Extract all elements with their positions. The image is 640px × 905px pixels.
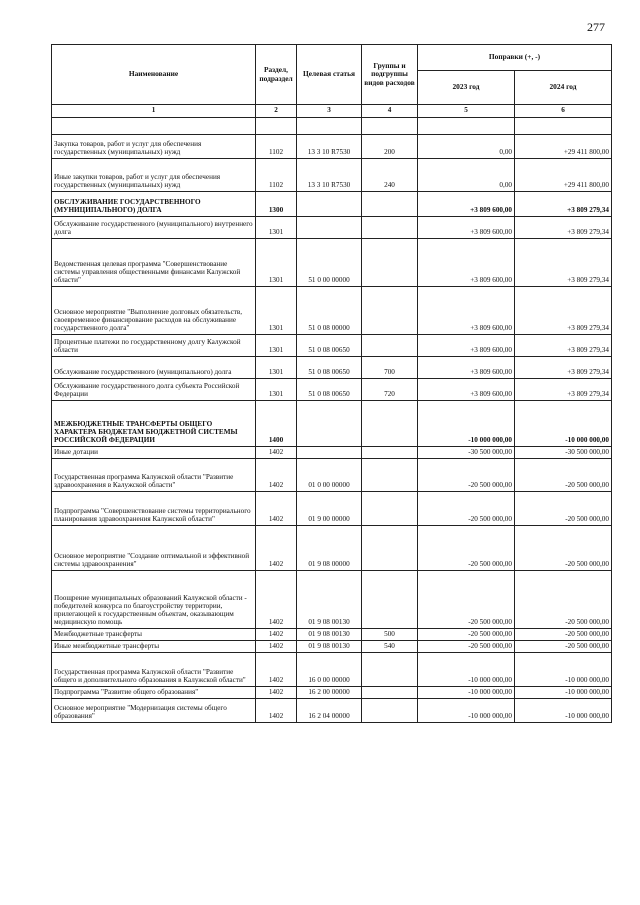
row-section: 1300 <box>256 192 297 217</box>
table-header <box>52 45 612 135</box>
row-section: 1402 <box>256 699 297 723</box>
row-target: 51 0 08 00650 <box>297 335 362 357</box>
row-target <box>297 401 362 447</box>
row-section: 1402 <box>256 492 297 526</box>
row-amount-2024: -10 000 000,00 <box>515 699 612 723</box>
table-row <box>52 192 612 217</box>
row-target: 51 0 08 00650 <box>297 357 362 379</box>
row-amount-2024: -10 000 000,00 <box>515 653 612 687</box>
row-amount-2024: -20 500 000,00 <box>515 571 612 629</box>
row-group: 240 <box>362 159 418 192</box>
row-amount-2024: +29 411 800,00 <box>515 135 612 159</box>
row-section: 1301 <box>256 217 297 239</box>
row-target: 13 3 10 R7530 <box>297 135 362 159</box>
header-group: Группы и подгруппы видов расходов <box>362 45 418 105</box>
row-name: Подпрограмма "Совершенствование системы территориального планирования здравоохранения Калужской области" <box>52 492 256 526</box>
header-2024: 2024 год <box>515 71 612 105</box>
row-amount-2024: -20 500 000,00 <box>515 459 612 492</box>
row-section: 1402 <box>256 687 297 699</box>
row-amount-2024: +3 809 279,34 <box>515 217 612 239</box>
row-target <box>297 192 362 217</box>
row-name: Обслуживание государственного (муниципального) внутреннего долга <box>52 217 256 239</box>
row-name: Иные закупки товаров, работ и услуг для обеспечения государственных (муниципальных) нужд <box>52 159 256 192</box>
row-name: Основное мероприятие "Создание оптимальной и эффективной системы здравоохранения" <box>52 526 256 571</box>
row-section: 1402 <box>256 526 297 571</box>
table-row <box>52 159 612 192</box>
index-cell: 1 <box>52 105 256 118</box>
index-cell: 6 <box>515 105 612 118</box>
table-row <box>52 571 612 629</box>
row-amount-2024: +3 809 279,34 <box>515 379 612 401</box>
row-group <box>362 492 418 526</box>
row-name: Обслуживание государственного долга субъекта Российской Федерации <box>52 379 256 401</box>
row-target: 01 9 08 00130 <box>297 629 362 641</box>
row-amount-2023: -20 500 000,00 <box>418 526 515 571</box>
row-amount-2023: 0,00 <box>418 135 515 159</box>
row-name: Процентные платежи по государственному долгу Калужской области <box>52 335 256 357</box>
row-target: 01 9 08 00130 <box>297 641 362 653</box>
header-changes: Поправки (+, -) <box>418 45 612 71</box>
row-amount-2023: 0,00 <box>418 159 515 192</box>
row-group <box>362 401 418 447</box>
row-amount-2024: +3 809 279,34 <box>515 192 612 217</box>
row-group <box>362 459 418 492</box>
row-group <box>362 526 418 571</box>
row-target: 01 0 00 00000 <box>297 459 362 492</box>
row-section: 1301 <box>256 335 297 357</box>
row-amount-2023: -20 500 000,00 <box>418 571 515 629</box>
row-group <box>362 653 418 687</box>
table-row <box>52 526 612 571</box>
row-target: 01 9 08 00000 <box>297 526 362 571</box>
row-name: Государственная программа Калужской области "Развитие общего и дополнительного образования в Калужской области" <box>52 653 256 687</box>
row-amount-2024: -10 000 000,00 <box>515 687 612 699</box>
row-section: 1402 <box>256 653 297 687</box>
row-group <box>362 192 418 217</box>
row-section: 1301 <box>256 357 297 379</box>
header-target: Целевая статья <box>297 45 362 105</box>
table-row <box>52 653 612 687</box>
row-amount-2023: +3 809 600,00 <box>418 192 515 217</box>
header-2023: 2023 год <box>418 71 515 105</box>
row-amount-2024: +3 809 279,34 <box>515 287 612 335</box>
row-name: Государственная программа Калужской области "Развитие здравоохранения в Калужской области" <box>52 459 256 492</box>
row-target: 51 0 00 00000 <box>297 239 362 287</box>
row-target: 51 0 08 00000 <box>297 287 362 335</box>
table-row <box>52 447 612 459</box>
row-target: 16 2 00 00000 <box>297 687 362 699</box>
row-amount-2024: -20 500 000,00 <box>515 629 612 641</box>
table-row <box>52 217 612 239</box>
table-row <box>52 492 612 526</box>
row-amount-2023: +3 809 600,00 <box>418 335 515 357</box>
row-name: Иные дотации <box>52 447 256 459</box>
row-group <box>362 287 418 335</box>
row-section: 1400 <box>256 401 297 447</box>
row-target: 13 3 10 R7530 <box>297 159 362 192</box>
row-amount-2023: +3 809 600,00 <box>418 217 515 239</box>
table-row <box>52 357 612 379</box>
row-amount-2024: -30 500 000,00 <box>515 447 612 459</box>
row-group: 700 <box>362 357 418 379</box>
row-target: 01 9 00 00000 <box>297 492 362 526</box>
table-row <box>52 459 612 492</box>
row-group: 540 <box>362 641 418 653</box>
row-amount-2023: -10 000 000,00 <box>418 653 515 687</box>
row-amount-2024: -20 500 000,00 <box>515 492 612 526</box>
row-section: 1402 <box>256 459 297 492</box>
row-group <box>362 687 418 699</box>
table-row <box>52 379 612 401</box>
row-name: Закупка товаров, работ и услуг для обеспечения государственных (муниципальных) нужд <box>52 135 256 159</box>
table-row <box>52 335 612 357</box>
row-target: 01 9 08 00130 <box>297 571 362 629</box>
row-group <box>362 571 418 629</box>
index-cell: 3 <box>297 105 362 118</box>
row-section: 1102 <box>256 135 297 159</box>
row-amount-2023: -20 500 000,00 <box>418 629 515 641</box>
row-name: Подпрограмма "Развитие общего образования" <box>52 687 256 699</box>
row-name: МЕЖБЮДЖЕТНЫЕ ТРАНСФЕРТЫ ОБЩЕГО ХАРАКТЕРА БЮДЖЕТАМ БЮДЖЕТНОЙ СИСТЕМЫ РОССИЙСКОЙ ФЕДЕРАЦИИ <box>52 401 256 447</box>
row-amount-2023: -30 500 000,00 <box>418 447 515 459</box>
row-group: 500 <box>362 629 418 641</box>
row-amount-2023: -20 500 000,00 <box>418 492 515 526</box>
row-section: 1301 <box>256 239 297 287</box>
page-number: 277 <box>587 20 605 34</box>
row-group: 720 <box>362 379 418 401</box>
row-name: Основное мероприятие "Выполнение долговых обязательств, своевременное финансирование расходов на обслуживание государственного долга" <box>52 287 256 335</box>
index-cell: 4 <box>362 105 418 118</box>
row-section: 1301 <box>256 287 297 335</box>
row-target: 51 0 08 00650 <box>297 379 362 401</box>
header-section: Раздел, подраздел <box>256 45 297 105</box>
row-section: 1402 <box>256 447 297 459</box>
table-row <box>52 135 612 159</box>
row-name: Поощрение муниципальных образований Калужской области - победителей конкурса по благоустройству территории, прилегающей к государственным объектам, оказывающим медицинскую помощь <box>52 571 256 629</box>
row-name: Межбюджетные трансферты <box>52 629 256 641</box>
row-amount-2023: -20 500 000,00 <box>418 641 515 653</box>
table-row <box>52 239 612 287</box>
row-amount-2023: -10 000 000,00 <box>418 401 515 447</box>
row-group: 200 <box>362 135 418 159</box>
table-row <box>52 629 612 641</box>
row-section: 1102 <box>256 159 297 192</box>
row-target <box>297 447 362 459</box>
row-section: 1402 <box>256 641 297 653</box>
row-group <box>362 335 418 357</box>
row-amount-2023: -10 000 000,00 <box>418 699 515 723</box>
table-row <box>52 687 612 699</box>
table-row <box>52 699 612 723</box>
row-name: Обслуживание государственного (муниципального) долга <box>52 357 256 379</box>
row-target <box>297 217 362 239</box>
table-row <box>52 401 612 447</box>
budget-amendments-table <box>51 44 612 723</box>
row-amount-2023: -10 000 000,00 <box>418 687 515 699</box>
row-amount-2023: +3 809 600,00 <box>418 379 515 401</box>
row-section: 1402 <box>256 629 297 641</box>
row-section: 1301 <box>256 379 297 401</box>
index-cell: 5 <box>418 105 515 118</box>
row-amount-2024: -10 000 000,00 <box>515 401 612 447</box>
row-target: 16 2 04 00000 <box>297 699 362 723</box>
index-cell: 2 <box>256 105 297 118</box>
row-name: ОБСЛУЖИВАНИЕ ГОСУДАРСТВЕННОГО (МУНИЦИПАЛЬНОГО) ДОЛГА <box>52 192 256 217</box>
row-name: Ведомственная целевая программа "Совершенствование системы управления общественными финансами Калужской области" <box>52 239 256 287</box>
row-amount-2023: +3 809 600,00 <box>418 287 515 335</box>
row-amount-2024: +29 411 800,00 <box>515 159 612 192</box>
row-group <box>362 217 418 239</box>
row-group <box>362 699 418 723</box>
row-amount-2024: +3 809 279,34 <box>515 357 612 379</box>
spacer-row <box>52 118 612 135</box>
row-amount-2023: +3 809 600,00 <box>418 239 515 287</box>
row-amount-2024: -20 500 000,00 <box>515 526 612 571</box>
table-row <box>52 287 612 335</box>
header-name: Наименование <box>52 45 256 105</box>
row-section: 1402 <box>256 571 297 629</box>
row-name: Основное мероприятие "Модернизация системы общего образования" <box>52 699 256 723</box>
row-target: 16 0 00 00000 <box>297 653 362 687</box>
row-name: Иные межбюджетные трансферты <box>52 641 256 653</box>
table-body <box>52 135 612 723</box>
table-row <box>52 641 612 653</box>
row-amount-2024: +3 809 279,34 <box>515 239 612 287</box>
row-amount-2024: +3 809 279,34 <box>515 335 612 357</box>
row-amount-2023: +3 809 600,00 <box>418 357 515 379</box>
row-amount-2023: -20 500 000,00 <box>418 459 515 492</box>
column-index-row <box>52 105 612 118</box>
row-amount-2024: -20 500 000,00 <box>515 641 612 653</box>
row-group <box>362 239 418 287</box>
row-group <box>362 447 418 459</box>
